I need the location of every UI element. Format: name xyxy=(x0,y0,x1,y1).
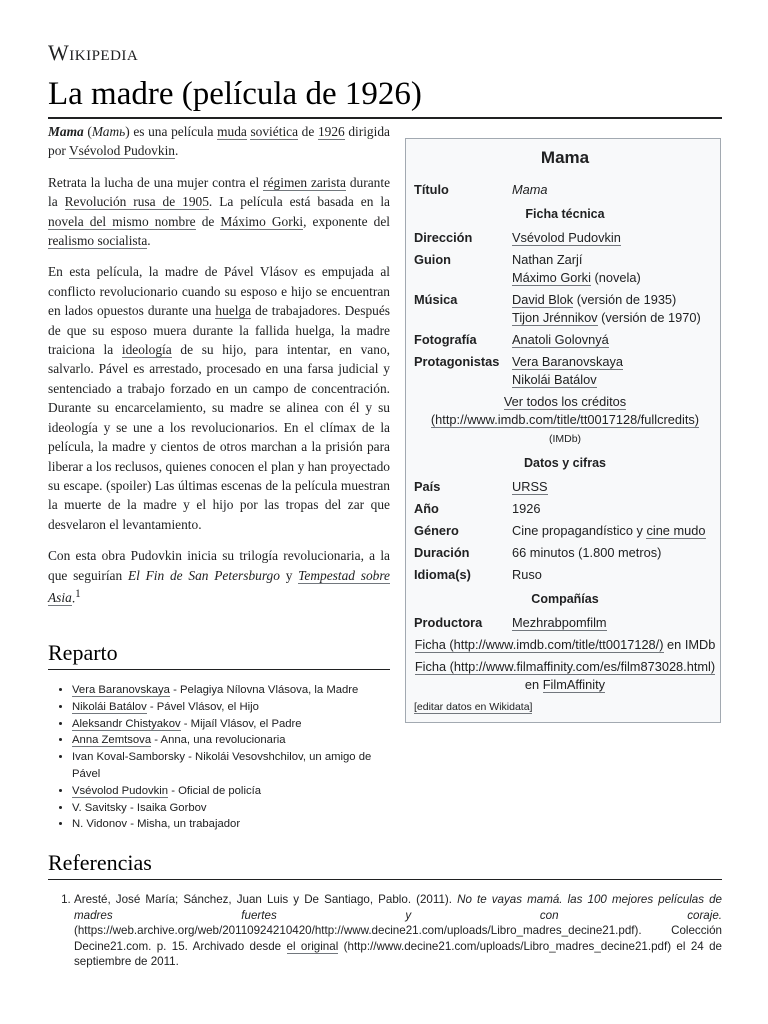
intro-paragraph-2: Retrata la lucha de una mujer contra el régimen zarista durante la Revolución rusa de 1905. La película está basada en la novela del mismo nombre de Máximo Gorki, exponente del realismo socialista. xyxy=(48,174,391,249)
film-infobox xyxy=(405,138,721,723)
intro-paragraph-1: Mama (Мать) es una película muda soviética de 1926 dirigida por Vsévolod Pudovkin. xyxy=(48,124,390,159)
references-list xyxy=(48,892,722,970)
cast-link[interactable]: Anna Zemtsova xyxy=(72,734,152,747)
link-sovietica[interactable]: soviética xyxy=(250,124,299,139)
infobox-row-idioma: Idioma(s) Ruso xyxy=(414,567,542,582)
link-tijon-jrennikov[interactable]: Tijon Jrénnikov xyxy=(512,310,598,325)
link-regimen-zarista[interactable]: régimen zarista xyxy=(263,174,346,190)
list-item: • Nikolái Batálov - Pável Vlásov, el Hijo xyxy=(72,699,390,716)
infobox-edit xyxy=(414,698,716,716)
infobox-row-pais: País URSS xyxy=(414,479,548,494)
cast-link[interactable]: Vera Baranovskaya xyxy=(72,684,170,696)
cast-link[interactable]: Aleksandr Chistyakov xyxy=(72,717,181,730)
infobox-row-genero: Género Cine propagandístico y cine mudo xyxy=(414,523,706,538)
link-1926[interactable]: 1926 xyxy=(317,124,345,139)
link-gorki-infobox[interactable]: Máximo Gorki xyxy=(512,270,591,285)
footnote-ref-1[interactable]: 1 xyxy=(75,587,81,600)
infobox-row-ano: Año 1926 xyxy=(414,501,541,516)
infobox-title: Mama xyxy=(540,148,590,167)
list-item: • Anna Zemtsova - Anna, una revolucionaria xyxy=(72,732,390,749)
infobox-header-datos-cifras: Datos y cifras xyxy=(524,456,606,470)
link-cine-mudo[interactable]: cine mudo xyxy=(646,523,706,538)
cast-list xyxy=(48,682,390,833)
infobox-row-musica: Música David Blok (versión de 1935) Tijon Jrénnikov (versión de 1970) xyxy=(414,292,701,325)
link-huelga[interactable]: huelga xyxy=(215,303,252,319)
list-item: • Ivan Koval-Samborsky - Nikolái Vesovshchilov, un amigo de Pável xyxy=(72,749,390,783)
article-intro xyxy=(48,122,390,620)
referencias-heading: Referencias xyxy=(48,850,722,880)
infobox-filmaffinity: Ficha (http://www.filmaffinity.com/es/film873028.html) en FilmAffinity xyxy=(414,659,716,692)
list-item: • Aleksandr Chistyakov - Mijaíl Vlásov, el Padre xyxy=(72,716,390,733)
infobox-credits: Ver todos los créditos (http://www.imdb.com/title/tt0017128/fullcredits) (IMDb) xyxy=(430,394,700,445)
link-golovnya[interactable]: Anatoli Golovnyá xyxy=(512,332,609,347)
title-divider xyxy=(48,117,722,119)
page-title: La madre (película de 1926) xyxy=(48,76,422,112)
infobox-row-duracion: Duración 66 minutos (1.800 metros) xyxy=(414,545,662,560)
link-novela[interactable]: novela del mismo nombre xyxy=(48,213,196,229)
list-item: • Vera Baranovskaya - Pelagiya Nílovna Vlásova, la Madre xyxy=(72,682,390,699)
link-urss[interactable]: URSS xyxy=(512,479,548,494)
link-mezhrabpomfilm[interactable]: Mezhrabpomfilm xyxy=(512,615,607,630)
cast-link[interactable]: Vsévolod Pudovkin xyxy=(72,784,169,797)
infobox-row-fotografia: Fotografía Anatoli Golovnyá xyxy=(414,332,609,347)
wikipedia-wordmark[interactable]: Wikipedia xyxy=(48,40,139,65)
reparto-heading: Reparto xyxy=(48,640,390,670)
list-item: • Vsévolod Pudovkin - Oficial de policía xyxy=(72,783,390,800)
link-director[interactable]: Vsévolod Pudovkin xyxy=(512,230,621,245)
link-filmaffinity-ficha[interactable]: Ficha (http://www.filmaffinity.com/es/film873028.html) xyxy=(414,659,716,674)
link-revolucion-1905[interactable]: Revolución rusa de 1905 xyxy=(64,194,209,210)
link-batalov[interactable]: Nikolái Batálov xyxy=(512,372,597,387)
reparto-section xyxy=(48,640,390,833)
infobox-header-companias: Compañías xyxy=(531,592,599,606)
link-pudovkin[interactable]: Vsévolod Pudovkin xyxy=(68,143,175,159)
link-david-blok[interactable]: David Blok xyxy=(512,292,574,307)
infobox-row-guion: Guion Nathan Zarjí Máximo Gorki (novela) xyxy=(414,252,641,285)
edit-wikidata-link[interactable]: [editar datos en Wikidata] xyxy=(414,701,533,713)
reference-item: 1. Aresté, José María; Sánchez, Juan Luis y De Santiago, Pablo. (2011). No te vayas mamá. las 100 mejores películas de madres fuertes y con coraje. (https://web.archive.org/web/20110924210420/http://www.decine21.com/uploads/Libro_madres_decine21.pdf). Colección Decine21.com. p. 15. Archivado desde el original (http://www.decine21.com/uploads/Libro_madres_decine21.pdf) el 24 de septiembre de 2011. xyxy=(74,892,722,970)
link-imdb-fullcredits[interactable]: Ver todos los créditos (http://www.imdb.com/title/tt0017128/fullcredits) xyxy=(430,394,700,427)
cast-link[interactable]: Nikolái Batálov xyxy=(72,700,147,713)
list-item: • V. Savitsky - Isaika Gorbov xyxy=(72,800,390,817)
link-ideologia[interactable]: ideología xyxy=(121,342,172,358)
referencias-section xyxy=(48,850,722,970)
infobox-imdb: Ficha (http://www.imdb.com/title/tt0017128/) en IMDb xyxy=(414,637,716,652)
trilogy-paragraph: Con esta obra Pudovkin inicia su trilogía revolucionaria, a la que seguirían El Fin de San Petersburgo y Tempestad sobre Asia.$^1$ xyxy=(48,548,390,606)
infobox-header-ficha-tecnica: Ficha técnica xyxy=(525,207,605,221)
link-el-original[interactable]: el original xyxy=(286,939,339,953)
link-filmaffinity[interactable]: FilmAffinity xyxy=(542,677,606,692)
infobox-row-productora: Productora Mezhrabpomfilm xyxy=(414,615,607,630)
link-tempestad-sobre-asia[interactable]: Tempestad sobre Asia xyxy=(48,567,390,606)
link-realismo-socialista[interactable]: realismo socialista xyxy=(48,233,148,249)
list-item: • N. Vidonov - Misha, un trabajador xyxy=(72,816,390,833)
infobox-row-protagonistas: Protagonistas Vera Baranovskaya Nikolái Batálov xyxy=(414,354,623,387)
link-muda[interactable]: muda xyxy=(217,124,247,139)
link-imdb-ficha[interactable]: Ficha (http://www.imdb.com/title/tt0017128/) xyxy=(414,637,664,652)
link-baranovskaya[interactable]: Vera Baranovskaya xyxy=(512,354,623,369)
infobox-row-titulo: Título Mama xyxy=(414,182,548,197)
plot-paragraph: En esta película, la madre de Pável Vlásov es empujada al conflicto revolucionario cuando su esposo e hijo se encuentran en lados opuestos durante una huelga de trabajadores. Después de que su esposo muera durante la fallida huelga, la madre traiciona la ideología de su hijo, para intentar, en vano, salvarlo. Pável es arrestado, procesado en una farsa judicial y sentenciado a trabajo forzado en un campo de concentración. Durante su encarcelamiento, su madre se alinea con él y su ideología y se une a los revolucionarios. En el clímax de la película, la madre y cientos de otros marchan a la prisión para liberar a los reclusos, quienes conocen el plan y han proyectado su escape. (spoiler) Las últimas escenas de la película muestran la muerte de la madre y el hijo por las tropas del zar que desvelaron el levantamiento. xyxy=(48,264,390,532)
link-gorki[interactable]: Máximo Gorki xyxy=(220,213,304,229)
infobox-row-direccion: Dirección Vsévolod Pudovkin xyxy=(414,230,621,245)
